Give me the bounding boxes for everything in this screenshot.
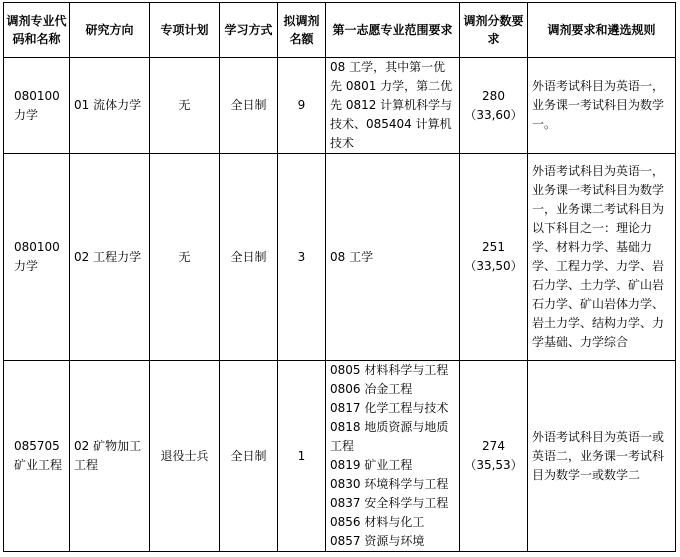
score-cell: [460, 361, 528, 552]
plan-cell: 退役士兵: [150, 361, 220, 552]
header-score-requirement: 调剂分数要求: [460, 3, 528, 58]
range-item: 0806 冶金工程: [330, 382, 413, 396]
header-row: [4, 3, 676, 58]
header-special-plan: 专项计划: [150, 3, 220, 58]
major-code-cell: [4, 154, 70, 361]
header-rules: 调剂要求和遴选规则: [528, 3, 676, 58]
major-code: 080100: [14, 88, 60, 103]
quota-cell: 3: [278, 154, 326, 361]
direction-cell: 02 工程力学: [70, 154, 150, 361]
score-total: 280: [482, 88, 505, 103]
range-cell: 08 工学，其中第一优先 0801 力学，第二优先 0812 计算机科学与技术、085404 计算机技术: [326, 58, 460, 154]
range-cell: [326, 361, 460, 552]
plan-cell: 无: [150, 154, 220, 361]
mode-cell: 全日制: [220, 58, 278, 154]
range-item: 0857 资源与环境: [330, 534, 425, 548]
major-name: 力学: [14, 107, 39, 122]
direction-cell: 01 流体力学: [70, 58, 150, 154]
major-code-cell: [4, 361, 70, 552]
table-row: [4, 58, 676, 154]
score-cell: [460, 58, 528, 154]
quota-cell: 9: [278, 58, 326, 154]
major-code-cell: [4, 58, 70, 154]
range-item: 0818 地质资源与地质工程: [330, 420, 449, 453]
major-name: 力学: [14, 259, 39, 273]
header-first-choice-range: 第一志愿专业范围要求: [326, 3, 460, 58]
direction-cell: 02 矿物加工工程: [70, 361, 150, 552]
rules-cell: 外语考试科目为英语一，业务课一考试科目为数学一，业务课二考试科目为以下科目之一：理论力学、材料力学、基础力学、工程力学、力学、岩石力学、土力学、矿山岩石力学、矿山岩体力学、岩土力学、结构力学、力学基础、力学综合: [528, 154, 676, 361]
rules-cell: 外语考试科目为英语一，业务课一考试科目为数学一。: [528, 58, 676, 154]
range-item: 0805 材料科学与工程: [330, 363, 449, 377]
score-total: 251: [482, 240, 505, 254]
range-item: 0819 矿业工程: [330, 458, 413, 472]
header-direction: 研究方向: [70, 3, 150, 58]
range-cell: 08 工学: [326, 154, 460, 361]
table-row: [4, 154, 676, 361]
plan-cell: 无: [150, 58, 220, 154]
score-subjects: （35,53）: [464, 458, 523, 472]
table-row: [4, 361, 676, 552]
range-item: 0817 化学工程与技术: [330, 401, 449, 415]
header-study-mode: 学习方式: [220, 3, 278, 58]
rules-cell: 外语考试科目为英语一或英语二，业务课一考试科目为数学一或数学二: [528, 361, 676, 552]
score-cell: [460, 154, 528, 361]
score-subjects: （33,60）: [464, 107, 523, 122]
score-subjects: （33,50）: [464, 259, 523, 273]
major-code: 085705: [14, 439, 60, 453]
mode-cell: 全日制: [220, 361, 278, 552]
adjustment-table: [3, 2, 676, 552]
header-quota: 拟调剂名额: [278, 3, 326, 58]
range-item: 0837 安全科学与工程: [330, 496, 449, 510]
header-major-code: 调剂专业代码和名称: [4, 3, 70, 58]
range-item: 0830 环境科学与工程: [330, 477, 449, 491]
major-code: 080100: [14, 240, 60, 254]
range-item: 0856 材料与化工: [330, 515, 425, 529]
score-total: 274: [482, 439, 505, 453]
major-name: 矿业工程: [14, 458, 63, 472]
quota-cell: 1: [278, 361, 326, 552]
mode-cell: 全日制: [220, 154, 278, 361]
